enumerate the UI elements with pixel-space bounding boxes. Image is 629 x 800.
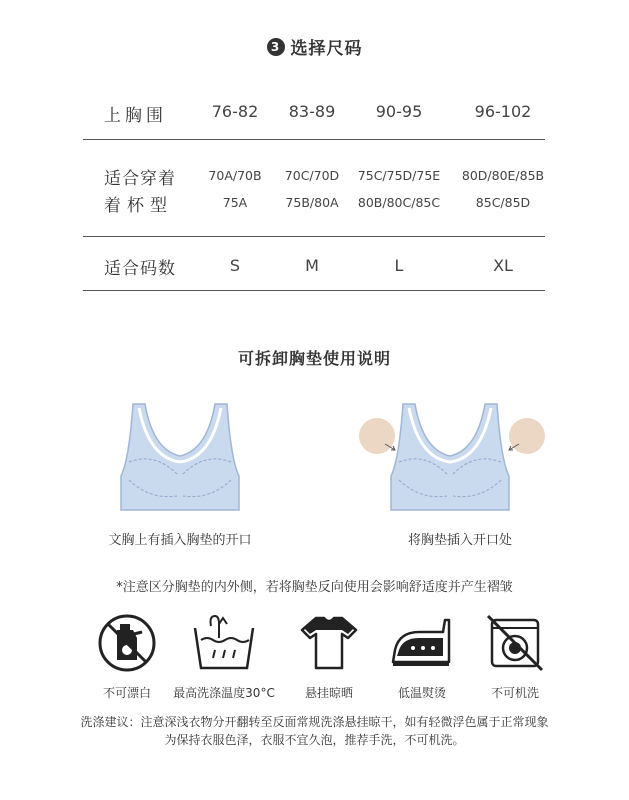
hang-dry-icon — [296, 610, 362, 676]
cup-row1-xl: 80D/80E/85B — [461, 168, 545, 183]
cup-row2-s: 75A — [222, 195, 248, 210]
size-l: L — [394, 256, 404, 275]
underbust-value-xl: 96-102 — [474, 102, 532, 121]
pad-section-title: 可拆卸胸垫使用说明 — [237, 349, 391, 368]
no-machine-wash-icon — [482, 610, 548, 676]
left-caption: 文胸上有插入胸垫的开口 — [108, 533, 252, 548]
cup-row2-xl: 85C/85D — [475, 195, 531, 210]
size-xl: XL — [493, 256, 513, 275]
low-iron-label: 低温熨烫 — [397, 686, 446, 700]
table-divider — [83, 290, 545, 291]
size-title: 选择尺码 — [290, 39, 363, 59]
underbust-label: 上胸围 — [104, 106, 167, 126]
care-advice-line2: 为保持衣服色泽，衣服不宜久泡，推荐手洗，不可机洗。 — [164, 733, 465, 747]
low-iron-icon — [389, 610, 455, 676]
cup-row1-m: 70C/70D — [284, 168, 340, 183]
underbust-value-m: 83-89 — [288, 102, 336, 121]
cup-row2-m: 75B/80A — [285, 195, 339, 210]
table-divider — [83, 139, 545, 140]
no-bleach-label: 不可漂白 — [102, 686, 151, 700]
step-badge: 3 — [267, 38, 285, 56]
bra-opening-illustration — [115, 400, 245, 515]
pad-left-icon — [359, 418, 395, 454]
right-caption: 将胸垫插入开口处 — [407, 533, 512, 548]
cup-label-line2: 着杯型 — [104, 196, 173, 216]
table-divider — [83, 236, 545, 237]
bra-pad-insert-illustration — [355, 400, 555, 515]
cup-row1-s: 70A/70B — [208, 168, 262, 183]
size-section-title — [0, 34, 629, 59]
care-advice-line1: 洗涤建议：注意深浅衣物分开翻转至反面常规洗涤悬挂晾干，如有轻微浮色属于正常现象 — [80, 715, 549, 729]
size-label: 适合码数 — [104, 259, 176, 279]
size-m: M — [305, 256, 319, 275]
pad-note: *注意区分胸垫的内外侧，若将胸垫反向使用会影响舒适度并产生褶皱 — [116, 580, 513, 595]
size-s: S — [229, 256, 241, 275]
cup-row2-l: 80B/80C/85C — [357, 195, 441, 210]
cup-label-line1: 适合穿着 — [104, 169, 176, 189]
wash-30-label: 最高洗涤温度30°C — [173, 686, 275, 700]
hang-dry-label: 悬挂晾晒 — [304, 686, 353, 700]
wash-30-icon — [191, 610, 257, 676]
underbust-value-s: 76-82 — [211, 102, 259, 121]
no-machine-wash-label: 不可机洗 — [490, 686, 539, 700]
no-bleach-icon — [94, 610, 160, 676]
cup-row1-l: 75C/75D/75E — [357, 168, 441, 183]
underbust-value-l: 90-95 — [375, 102, 423, 121]
pad-right-icon — [509, 418, 545, 454]
